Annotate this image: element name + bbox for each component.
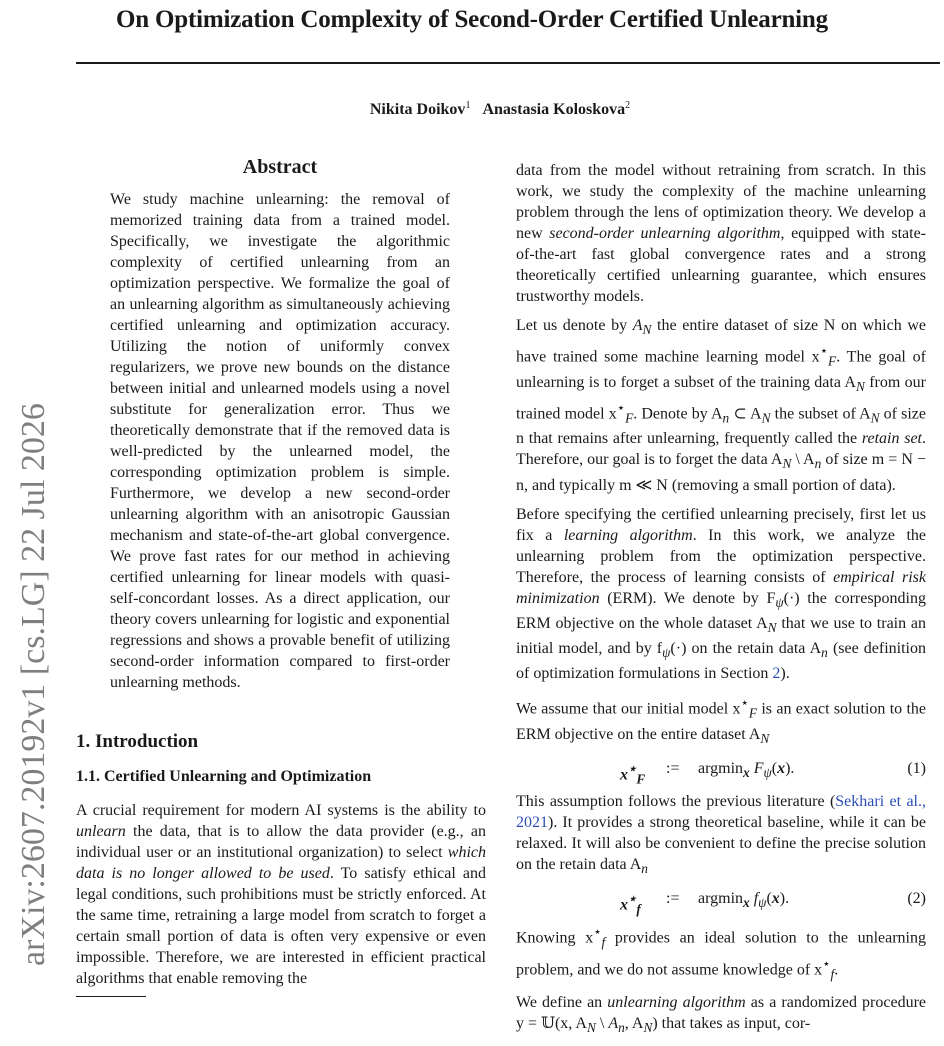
intro-paragraph bbox=[76, 800, 486, 997]
equation-2: $x^⋆_f$ := argmin$_x$ $f_\psi(x)$. (2) bbox=[620, 890, 926, 917]
author-name: Nikita Doikov bbox=[369, 101, 466, 118]
subsection-heading: 1.1. Certified Unlearning and Optimization bbox=[76, 768, 372, 785]
paragraph: data from the model without retraining from scratch. In this work, we study the complexity of the machine unlearning problem through the lens of optimization theory. We develop a new second-order unlearning algorithm, equipped with state-of-the-art fast global convergence rates and a strong theoretically certified unlearning guarantee, which ensures trustworthy models. bbox=[516, 162, 926, 305]
equation-number: (2) bbox=[907, 890, 926, 908]
section-heading: 1. Introduction bbox=[76, 731, 199, 752]
paragraph: Knowing $x^⋆_f$ provides an ideal solution to the unlearning problem, and we do not assume knowledge of $x^⋆_f$. bbox=[516, 924, 926, 982]
footnote-rule bbox=[76, 996, 146, 997]
abstract-text: We study machine unlearning: the removal of memorized training data from a trained model. Specifically, we investigate the algorithmic complexity of certified unlearning from an optimization perspective. We formalize the goal of an unlearning algorithm as simultaneously achieving certified unlearning and optimization accuracy. Utilizing the notion of uniformly convex regularizers, we prove new bounds on the distance between initial and unlearned models using a novel substitute for generalization error. Thus we theoretically demonstrate that if the removed data is well-predicted by the unlearned model, the corresponding optimization problem is simple. Furthermore, we develop a new second-order unlearning algorithm with an anisotropic Gaussian mechanism and state-of-the-art global convergence. We prove fast rates for our method in achieving certified unlearning for linear models with quasi-self-concordant losses. As a direct application, our theory covers unlearning for logistic and exponential regressions and shows a provable benefit of utilizing second-order information compared to first-order unlearning methods. bbox=[110, 191, 450, 691]
section-link[interactable]: 2 bbox=[772, 665, 781, 683]
right-column bbox=[516, 160, 926, 1046]
author-affiliation: 2 bbox=[625, 100, 631, 111]
abstract-heading: Abstract bbox=[242, 156, 318, 178]
citation-link[interactable]: Sekhari et al., 2021 bbox=[516, 792, 926, 831]
author-affiliation: 1 bbox=[465, 100, 471, 111]
title-rule-top bbox=[76, 62, 940, 64]
author-list bbox=[0, 100, 944, 119]
paragraph: Before specifying the certified unlearning precisely, first let us fix a learning algorithm. In this work, we analyze the unlearning problem from the optimization perspective. Therefore, the process of learning consists of empirical risk minimization (ERM). We denote by $F_\psi(\cdot)$ the corresponding ERM objective on the whole dataset $A_N$ that we use to train an initial model, and by $f_\psi(\cdot)$ on the retain data $A_n$ (see definition of optimization formulations in Section 2). bbox=[516, 505, 927, 683]
paragraph: This assumption follows the previous literature (Sekhari et al., 2021). It provides a strong theoretical baseline, while it can be relaxed. It will also be convenient to define the precise solution on the retain data $A_n$ bbox=[516, 792, 926, 877]
equation-1: $x^⋆_F$ := argmin$_x$ $F_\psi(x)$. (1) bbox=[620, 759, 926, 787]
arxiv-identifier: arXiv:2607.20192v1 [cs.LG] 22 Jul 2026 bbox=[15, 403, 52, 966]
equation-number: (1) bbox=[907, 759, 926, 777]
paragraph: We assume that our initial model $x^⋆_F$ is an exact solution to the ERM objective on the entire dataset $A_N$ bbox=[516, 695, 926, 746]
paragraph: We define an unlearning algorithm as a randomized procedure y = 𝕌(x, $A_N$ \ $A_n$, $A_N$) that takes as input, cor- bbox=[516, 994, 926, 1036]
paper-title: On Optimization Complexity of Second-Order Certified Unlearning bbox=[116, 6, 828, 33]
paragraph: A crucial requirement for modern AI systems is the ability to unlearn the data, that is to allow the data provider (e.g., an individual user or an institutional organization) to select which data is no longer allowed to be used. To satisfy ethical and legal conditions, such prohibitions must be strictly enforced. At the same time, retraining a large model from scratch to forget a certain small portion of data is often very expensive or even impossible. Therefore, we are interested in efficient practical algorithms that enable removing the bbox=[76, 802, 486, 987]
author-name: Anastasia Koloskova bbox=[482, 101, 626, 118]
paragraph: Let us denote by $A_N$ the entire dataset of size N on which we have trained some machine learning model $x^⋆_F$. The goal of unlearning is to forget a subset of the training data $A_N$ from our trained model $x^⋆_F$. Denote by $A_n$ ⊂ $A_N$ the subset of $A_N$ of size n that remains after unlearning, frequently called the retain set. Therefore, our goal is to forget the data $A_N$ \ $A_n$ of size m = N − n, and typically m ≪ N (removing a small portion of data). bbox=[516, 317, 927, 494]
